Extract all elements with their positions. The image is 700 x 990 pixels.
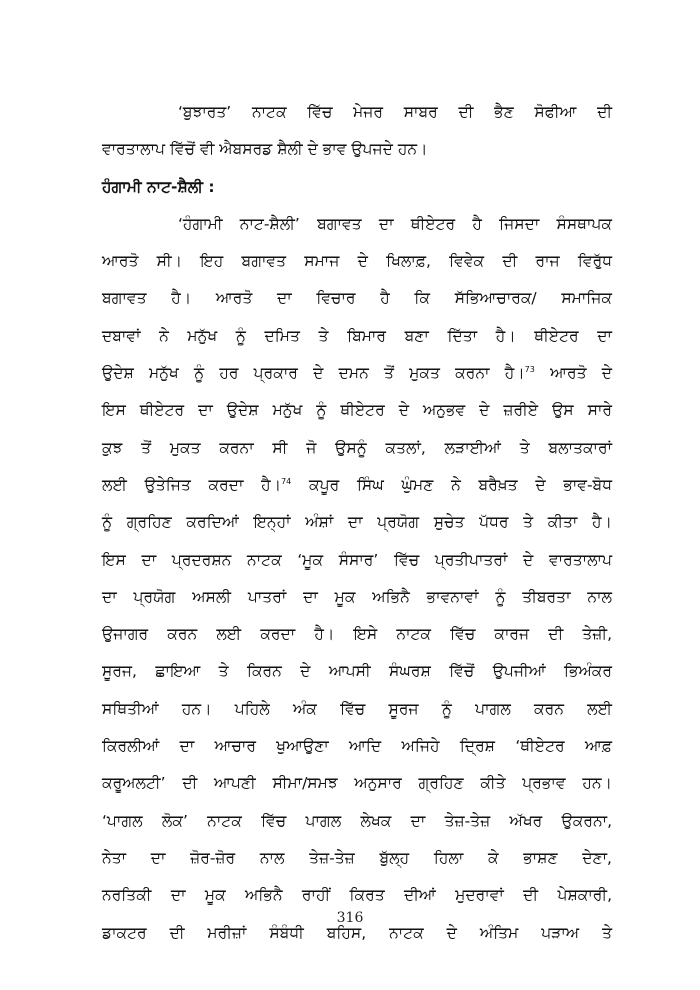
paragraph-2-line-13: ਸੂਰਜ, ਛਾਇਆ ਤੇ ਕਿਰਨ ਦੇ ਆਪਸੀ ਸੰਘਰਸ਼ ਵਿੱਚੋਂ ਉਪਜੀਆਂ ਭਿਅੰਕਰ (102, 662, 612, 681)
line-8-text-after-footnote: ਕਪੂਰ ਸਿੰਘ ਘੁੰਮਣ ਨੇ ਬਰੈਖ਼ਤ ਦੇ ਭਾਵ-ਬੋਧ (291, 475, 612, 494)
paragraph-2-line-6: ਇਸ ਥੀਏਟਰ ਦਾ ਉਦੇਸ਼ ਮਨੁੱਖ ਨੂੰ ਥੀਏਟਰ ਦੇ ਅਨੁਭਵ ਦੇ ਜ਼ਰੀਏ ਉਸ ਸਾਰੇ (102, 401, 612, 420)
paragraph-2-line-12: ਉਜਾਗਰ ਕਰਨ ਲਈ ਕਰਦਾ ਹੈ। ਇਸੇ ਨਾਟਕ ਵਿੱਚ ਕਾਰਜ ਦੀ ਤੇਜ਼ੀ, (102, 625, 612, 644)
paragraph-2-line-14: ਸਥਿਤੀਆਂ ਹਨ। ਪਹਿਲੇ ਅੰਕ ਵਿੱਚ ਸੂਰਜ ਨੂੰ ਪਾਗਲ ਕਰਨ ਲਈ (102, 699, 612, 718)
page-number: 316 (336, 910, 364, 926)
paragraph-2-line-20: ਡਾਕਟਰ ਦੀ ਮਰੀਜ਼ਾਂ ਸੰਬੰਧੀ ਬਹਿਸ, ਨਾਟਕ ਦੇ ਅੰਤਿਮ ਪੜਾਅ ਤੇ (102, 923, 612, 942)
footnote-marker-73: 73 (524, 364, 535, 374)
paragraph-1-line-1: ‘ਬੁਝਾਰਤ’ ਨਾਟਕ ਵਿੱਚ ਮੇਜਰ ਸਾਬਰ ਦੀ ਭੈਣ ਸੋਫੀਆ ਦੀ (178, 103, 612, 121)
line-5-text-before-footnote: ਉਦੇਸ਼ ਮਨੁੱਖ ਨੂੰ ਹਰ ਪ੍ਰਕਾਰ ਦੇ ਦਮਨ ਤੋਂ ਮੁਕਤ ਕਰਨਾ ਹੈ। (102, 364, 525, 383)
body-text (102, 94, 612, 952)
paragraph-2-line-9: ਨੂੰ ਗ੍ਰਹਿਣ ਕਰਦਿਆਂ ਇਨ੍ਹਾਂ ਅੰਸ਼ਾਂ ਦਾ ਪ੍ਰਯੋਗ ਸੁਚੇਤ ਪੱਧਰ ਤੇ ਕੀਤਾ ਹੈ। (102, 513, 612, 532)
section-heading: ਹੰਗਾਮੀ ਨਾਟ-ਸ਼ੈਲੀ : (102, 177, 215, 196)
paragraph-2-line-3: ਬਗਾਵਤ ਹੈ। ਆਰਤੋ ਦਾ ਵਿਚਾਰ ਹੈ ਕਿ ਸੱਭਿਆਚਾਰਕ/ ਸਮਾਜਿਕ (102, 289, 612, 308)
paragraph-2-line-1: ‘ਹੰਗਾਮੀ ਨਾਟ-ਸ਼ੈਲੀ’ ਬਗਾਵਤ ਦਾ ਥੀਏਟਰ ਹੈ ਜਿਸਦਾ ਸੰਸਥਾਪਕ (178, 214, 612, 233)
paragraph-2-line-10: ਇਸ ਦਾ ਪ੍ਰਦਰਸ਼ਨ ਨਾਟਕ ‘ਮੂਕ ਸੰਸਾਰ’ ਵਿੱਚ ਪ੍ਰਤੀਪਾਤਰਾਂ ਦੇ ਵਾਰਤਾਲਾਪ (102, 550, 612, 569)
paragraph-2-line-8 (102, 467, 612, 504)
paragraph-2-line-17: ‘ਪਾਗਲ ਲੋਕ’ ਨਾਟਕ ਵਿੱਚ ਪਾਗਲ ਲੇਖਕ ਦਾ ਤੇਜ਼-ਤੇਜ਼ ਅੱਖਰ ਉਕਰਨਾ, (102, 811, 612, 830)
paragraph-2-line-2: ਆਰਤੋ ਸੀ। ਇਹ ਬਗਾਵਤ ਸਮਾਜ ਦੇ ਖਿਲਾਫ਼, ਵਿਵੇਕ ਦੀ ਰਾਜ ਵਿਰੁੱਧ (102, 252, 612, 271)
paragraph-2-line-5 (102, 355, 612, 392)
paragraph-1-line-2: ਵਾਰਤਾਲਾਪ ਵਿੱਚੋਂ ਵੀ ਐਬਸਰਡ ਸ਼ੈਲੀ ਦੇ ਭਾਵ ਉਪਜਦੇ ਹਨ। (102, 140, 428, 159)
paragraph-2-line-15: ਕਿਰਲੀਆਂ ਦਾ ਆਚਾਰ ਖੁਆਉਣਾ ਆਦਿ ਅਜਿਹੇ ਦ੍ਰਿਸ਼ ‘ਥੀਏਟਰ ਆਫ਼ (102, 737, 612, 756)
paragraph-2-line-19: ਨਰਤਿਕੀ ਦਾ ਮੂਕ ਅਭਿਨੈ ਰਾਹੀਂ ਕਿਰਤ ਦੀਆਂ ਮੁਦਰਾਵਾਂ ਦੀ ਪੇਸ਼ਕਾਰੀ, (102, 886, 612, 905)
paragraph-2-line-16: ਕਰੂਅਲਟੀ’ ਦੀ ਆਪਣੀ ਸੀਮਾ/ਸਮਝ ਅਨੁਸਾਰ ਗ੍ਰਹਿਣ ਕੀਤੇ ਪ੍ਰਭਾਵ ਹਨ। (102, 774, 612, 793)
line-5-text-after-footnote: ਆਰਤੋ ਦੇ (534, 364, 613, 383)
footnote-marker-74: 74 (281, 476, 292, 486)
paragraph-2-line-4: ਦਬਾਵਾਂ ਨੇ ਮਨੁੱਖ ਨੂੰ ਦਮਿਤ ਤੇ ਬਿਮਾਰ ਬਣਾ ਦਿੱਤਾ ਹੈ। ਥੀਏਟਰ ਦਾ (102, 326, 612, 345)
paragraph-2-line-18: ਨੇਤਾ ਦਾ ਜ਼ੋਰ-ਜ਼ੋਰ ਨਾਲ ਤੇਜ਼-ਤੇਜ਼ ਬੁੱਲ੍ਹ ਹਿਲਾ ਕੇ ਭਾਸ਼ਣ ਦੇਣਾ, (102, 848, 612, 867)
paragraph-2-line-11: ਦਾ ਪ੍ਰਯੋਗ ਅਸਲੀ ਪਾਤਰਾਂ ਦਾ ਮੂਕ ਅਭਿਨੈ ਭਾਵਨਾਵਾਂ ਨੂੰ ਤੀਬਰਤਾ ਨਾਲ (102, 587, 612, 606)
line-8-text-before-footnote: ਲਈ ਉਤੇਜਿਤ ਕਰਦਾ ਹੈ। (102, 475, 282, 494)
paragraph-2-line-7: ਕੁਝ ਤੋਂ ਮੁਕਤ ਕਰਨਾ ਸੀ ਜੋ ਉਸਨੂੰ ਕਤਲਾਂ, ਲੜਾਈਆਂ ਤੇ ਬਲਾਤਕਾਰਾਂ (102, 438, 612, 457)
